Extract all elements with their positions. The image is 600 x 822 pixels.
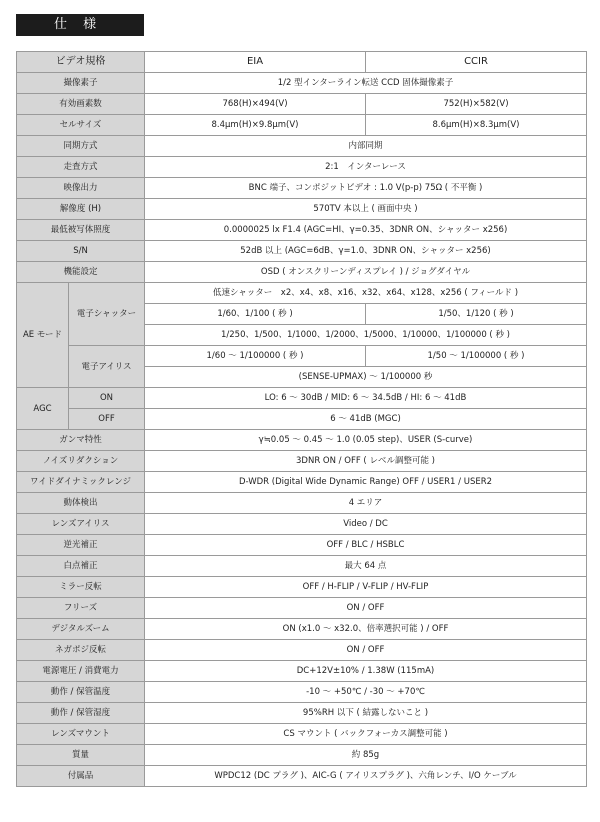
- row-value: D-WDR (Digital Wide Dynamic Range) OFF / USER1 / USER2: [145, 472, 587, 493]
- table-row: [17, 346, 587, 367]
- row-label: S/N: [17, 241, 145, 262]
- row-label: 付属品: [17, 766, 145, 787]
- eia-value: 768(H)×494(V): [145, 94, 366, 115]
- table-row: [17, 619, 587, 640]
- table-row: [17, 451, 587, 472]
- table-row: [17, 556, 587, 577]
- row-label: レンズアイリス: [17, 514, 145, 535]
- row-label: 撮像素子: [17, 73, 145, 94]
- row-value: CS マウント ( バックフォーカス調整可能 ): [145, 724, 587, 745]
- row-label: ガンマ特性: [17, 430, 145, 451]
- row-value: 最大 64 点: [145, 556, 587, 577]
- row-label: 機能設定: [17, 262, 145, 283]
- table-row: [17, 241, 587, 262]
- eia-value: 1/60 ～ 1/100000 ( 秒 ): [145, 346, 366, 367]
- row-label: デジタルズーム: [17, 619, 145, 640]
- table-row: [17, 409, 587, 430]
- ccir-value: 8.6μm(H)×8.3μm(V): [366, 115, 587, 136]
- row-label: 走査方式: [17, 157, 145, 178]
- ccir-header: CCIR: [366, 52, 587, 73]
- table-row: [17, 157, 587, 178]
- row-label: セルサイズ: [17, 115, 145, 136]
- row-value: 1/2 型インターライン転送 CCD 固体撮像素子: [145, 73, 587, 94]
- row-label: 有効画素数: [17, 94, 145, 115]
- row-value: 0.0000025 lx F1.4 (AGC=HI、γ=0.35、3DNR ON、シャッター x256): [145, 220, 587, 241]
- row-value: Video / DC: [145, 514, 587, 535]
- table-row: [17, 493, 587, 514]
- eia-header: EIA: [145, 52, 366, 73]
- row-value: OFF / BLC / HSBLC: [145, 535, 587, 556]
- row-value: 95%RH 以下 ( 結露しないこと ): [145, 703, 587, 724]
- spec-table: [16, 51, 587, 787]
- ccir-value: 1/50 ～ 1/100000 ( 秒 ): [366, 346, 587, 367]
- row-label: ミラー反転: [17, 577, 145, 598]
- ae-mode-label: AE モード: [17, 283, 69, 388]
- row-label: 解像度 (H): [17, 199, 145, 220]
- table-row: [17, 724, 587, 745]
- row-value: 2:1 インターレース: [145, 157, 587, 178]
- row-label: 映像出力: [17, 178, 145, 199]
- table-row: [17, 52, 587, 73]
- row-label: レンズマウント: [17, 724, 145, 745]
- table-row: [17, 472, 587, 493]
- table-row: [17, 430, 587, 451]
- table-row: [17, 640, 587, 661]
- row-value: BNC 端子、コンポジットビデオ : 1.0 V(p-p) 75Ω ( 不平衡 ): [145, 178, 587, 199]
- table-row: [17, 199, 587, 220]
- row-label: 動体検出: [17, 493, 145, 514]
- table-row: [17, 577, 587, 598]
- table-row: [17, 73, 587, 94]
- table-row: [17, 178, 587, 199]
- table-row: [17, 514, 587, 535]
- ccir-value: 752(H)×582(V): [366, 94, 587, 115]
- row-value: OFF / H-FLIP / V-FLIP / HV-FLIP: [145, 577, 587, 598]
- table-row: [17, 766, 587, 787]
- row-value: 約 85g: [145, 745, 587, 766]
- row-value: γ≒0.05 ～ 0.45 ～ 1.0 (0.05 step)、USER (S-curve): [145, 430, 587, 451]
- row-value: WPDC12 (DC プラグ )、AIC-G ( アイリスプラグ )、六角レンチ、I/O ケーブル: [145, 766, 587, 787]
- row-value: DC+12V±10% / 1.38W (115mA): [145, 661, 587, 682]
- table-row: [17, 598, 587, 619]
- row-label: 逆光補正: [17, 535, 145, 556]
- table-row: [17, 283, 587, 304]
- row-label: 質量: [17, 745, 145, 766]
- row-value: -10 ～ +50℃ / -30 ～ +70℃: [145, 682, 587, 703]
- table-row: [17, 703, 587, 724]
- row-value: ON / OFF: [145, 598, 587, 619]
- row-value: 4 エリア: [145, 493, 587, 514]
- ccir-value: 1/50、1/120 ( 秒 ): [366, 304, 587, 325]
- table-row: [17, 262, 587, 283]
- agc-label: AGC: [17, 388, 69, 430]
- row-value: 1/250、1/500、1/1000、1/2000、1/5000、1/10000、1/100000 ( 秒 ): [145, 325, 587, 346]
- row-value: 内部同期: [145, 136, 587, 157]
- row-label: 動作 / 保管温度: [17, 682, 145, 703]
- row-label: 電源電圧 / 消費電力: [17, 661, 145, 682]
- row-value: 570TV 本以上 ( 画面中央 ): [145, 199, 587, 220]
- table-row: [17, 115, 587, 136]
- row-value: 3DNR ON / OFF ( レベル調整可能 ): [145, 451, 587, 472]
- table-row: [17, 745, 587, 766]
- row-label: フリーズ: [17, 598, 145, 619]
- row-value: LO: 6 ～ 30dB / MID: 6 ～ 34.5dB / HI: 6 ～ 41dB: [145, 388, 587, 409]
- row-value: (SENSE-UPMAX) ～ 1/100000 秒: [145, 367, 587, 388]
- table-row: [17, 220, 587, 241]
- agc-on-label: ON: [69, 388, 145, 409]
- row-label: ノイズリダクション: [17, 451, 145, 472]
- row-value: OSD ( オンスクリーンディスプレイ ) / ジョグダイヤル: [145, 262, 587, 283]
- table-row: [17, 682, 587, 703]
- table-row: [17, 136, 587, 157]
- row-value: 低速シャッター x2、x4、x8、x16、x32、x64、x128、x256 ( フィールド ): [145, 283, 587, 304]
- table-row: [17, 94, 587, 115]
- row-value: ON (x1.0 ～ x32.0、倍率選択可能 ) / OFF: [145, 619, 587, 640]
- table-row: [17, 535, 587, 556]
- row-label: 同期方式: [17, 136, 145, 157]
- electronic-iris-label: 電子アイリス: [69, 346, 145, 388]
- table-row: [17, 388, 587, 409]
- row-label: 動作 / 保管湿度: [17, 703, 145, 724]
- agc-off-label: OFF: [69, 409, 145, 430]
- spec-title: 仕 様: [16, 14, 144, 36]
- row-value: 6 ～ 41dB (MGC): [145, 409, 587, 430]
- eia-value: 8.4μm(H)×9.8μm(V): [145, 115, 366, 136]
- row-label: 最低被写体照度: [17, 220, 145, 241]
- row-value: 52dB 以上 (AGC=6dB、γ=1.0、3DNR ON、シャッター x256): [145, 241, 587, 262]
- eia-value: 1/60、1/100 ( 秒 ): [145, 304, 366, 325]
- row-value: ON / OFF: [145, 640, 587, 661]
- row-label: ワイドダイナミックレンジ: [17, 472, 145, 493]
- table-row: [17, 661, 587, 682]
- row-label: 白点補正: [17, 556, 145, 577]
- electronic-shutter-label: 電子シャッター: [69, 283, 145, 346]
- video-standard-label: ビデオ規格: [17, 52, 145, 73]
- row-label: ネガポジ反転: [17, 640, 145, 661]
